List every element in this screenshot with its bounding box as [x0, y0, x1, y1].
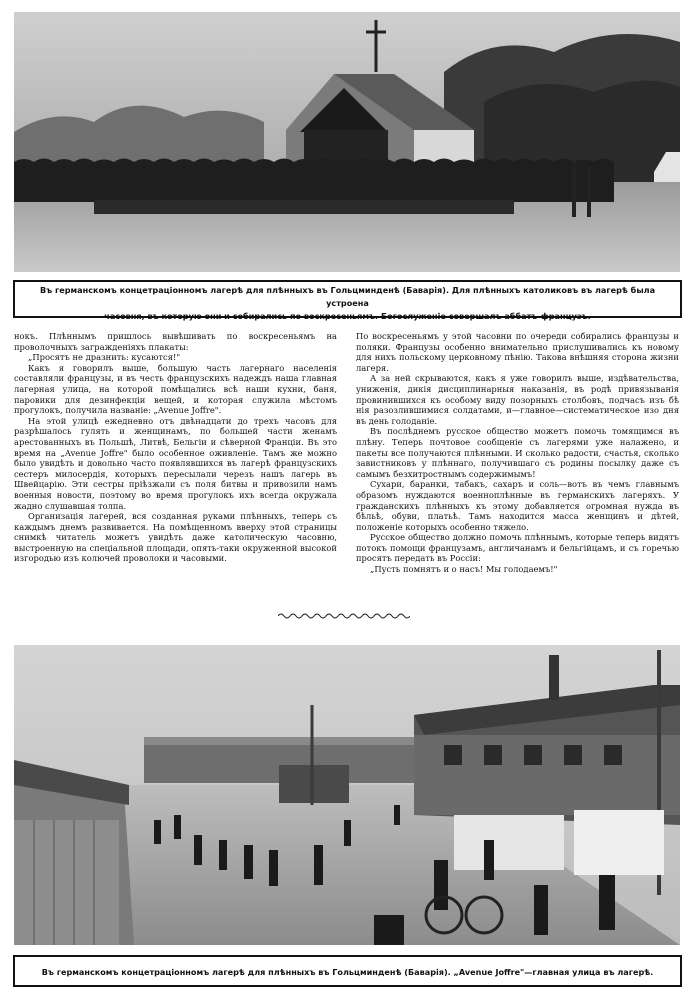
photo-camp-street: [14, 645, 680, 945]
paragraph: Сухари, баранки, табакъ, сахаръ и соль—вотъ въ чемъ главнымъ образомъ нуждаются военноплѣнные въ германскихъ лагеряхъ. У гражданскихъ плѣнныхъ къ этому добавляется огромная нужда въ бѣльѣ, обуви, платьѣ. Тамъ находится масса женщинъ и дѣтей, положеніе которыхъ особенно тяжело.: [356, 479, 679, 532]
paragraph: Организація лагерей, вся созданная руками плѣнныхъ, теперь съ каждымъ днемъ развивается. На помѣщенномъ вверху этой страницы снимкѣ читатель можетъ увидѣть даже католическую часовню, выстроенную на спеціальной площади, опять-таки окруженной высокой изгородью изъ колючей проволоки и часовыми.: [14, 511, 337, 564]
paragraph: А за ней скрываются, какъ я уже говорилъ выше, издѣвательства, униженія, дикія дисциплинарныя наказанія, въ родѣ привязыванія провинившихся къ особому виду позорныхъ столбовъ, подчасъ изъ бѣ нія разозлившимися солдатами, и—главное—систематическое изо дня въ день голоданіе.: [356, 373, 679, 426]
paragraph: По воскресеньямъ у этой часовни по очереди собирались французы и поляки. Французы особенно внимательно прислушивались къ новому для нихъ польскому церковному пѣнію. Такова внѣшняя сторона жизни лагеря.: [356, 331, 679, 373]
paragraph: На этой улицѣ ежедневно отъ двѣнадцати до трехъ часовъ для разрѣшалось гулять и женщинамъ, по большей части женамъ арестованныхъ въ Польшѣ, Литвѣ, Бельгіи и сѣверной Франціи. Въ это время на „Avenue Joffre" было особенное оживленіе. Тамъ же можно было увидѣть и довольно часто появлявшихся въ лагерѣ французскихъ сестеръ милосердія, которыхъ пересылали черезъ нашъ лагерь въ Швейцарію. Эти сестры пріѣзжали съ поля битвы и привозили намъ военныя новости, поэтому во время прогулокъ ихъ всегда окружала жадно слушавшая толпа.: [14, 415, 337, 511]
chapel-illustration: [14, 12, 680, 272]
paragraph: „Пусть помнятъ и о насъ! Мы голодаемъ!": [370, 564, 558, 575]
paragraph: Русское общество должно помочь плѣннымъ, которые теперь видятъ потокъ помощи французамъ, англичанамъ и бельгійцамъ, и съ горечью просятъ передать въ Россіи:: [356, 532, 679, 564]
text-column-right: [356, 331, 679, 609]
paragraph: „Просятъ не дразнить: кусаются!": [28, 352, 181, 363]
photo-chapel-crowd: [14, 12, 680, 272]
paragraph: Въ послѣднемъ русское общество можетъ помочь томящимся въ плѣну. Теперь почтовое сообщеніе съ лагерями уже налажено, и пакеты все получаются плѣнными. И сколько радости, счастья, сколько завистниковъ у плѣннаго, получившаго съ родины посылку даже съ самымъ безхитростнымъ содержимымъ!: [356, 426, 679, 479]
wavy-divider: [278, 612, 410, 620]
caption-top: [13, 280, 682, 321]
paragraph: Какъ я говорилъ выше, большую часть лагернаго населенія составляли французы, и въ честь французскихъ надеждъ наша главная лагерная улица, на которой помѣщались всѣ наши кухни, баня, паровики для дезинфекціи вещей, и которая служила мѣстомъ прогулокъ, получила названіе: „Avenue Joffre".: [14, 362, 337, 416]
caption-bottom: [13, 955, 682, 987]
text-column-left: [14, 331, 337, 609]
camp-street-illustration: [14, 645, 680, 945]
caption-bottom-text: Въ германскомъ концетраціонномъ лагерѣ для плѣнныхъ въ Гольцминденѣ (Баварія). „Avenue Joffre"—главная улица въ лагерѣ.: [41, 967, 654, 977]
caption-top-line2: часовня, въ которую они и собирались по воскресеньямъ. Богослуженіе совершалъ аббатъ-французъ.: [104, 311, 591, 321]
caption-top-line1: Въ германскомъ концетраціонномъ лагерѣ для плѣнныхъ въ Гольцминденѣ (Баварія). Для плѣнныхъ католиковъ въ лагерѣ была устроена: [39, 285, 656, 308]
paragraph: нокъ. Плѣннымъ пришлось вывѣшивать по воскресеньямъ на проволочныхъ загражденіяхъ плакаты:: [14, 331, 337, 352]
